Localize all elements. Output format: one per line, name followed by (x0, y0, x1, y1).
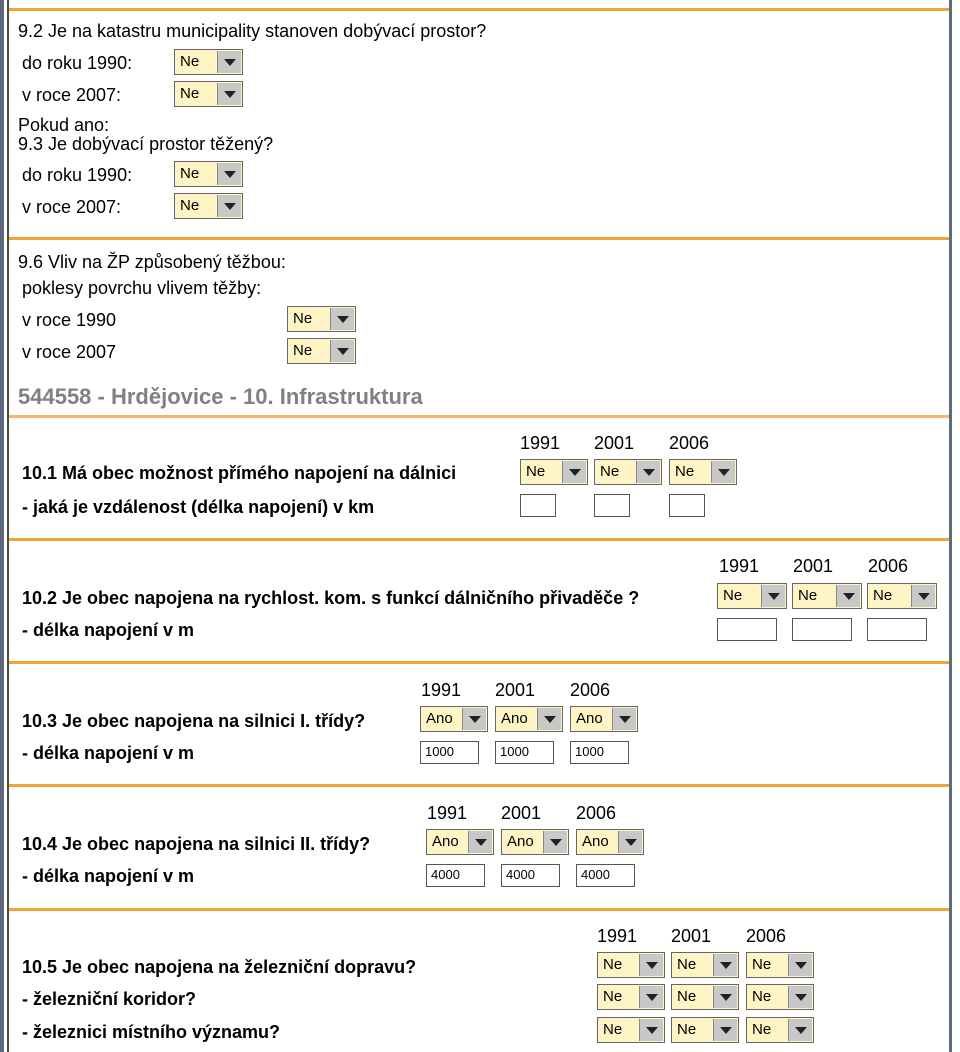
dropdown-arrow-icon[interactable] (639, 954, 663, 976)
dropdown-arrow-icon[interactable] (788, 986, 812, 1008)
q101-select-2001[interactable] (594, 459, 662, 485)
dropdown-arrow-icon[interactable] (330, 340, 354, 362)
select-value: Ne (293, 310, 313, 327)
q105-year-2006: 2006 (746, 926, 787, 946)
dropdown-arrow-icon[interactable] (713, 986, 737, 1008)
right-frame-border (949, 0, 952, 1052)
page-heading: 544558 - Hrdějovice - 10. Infrastruktura (18, 384, 423, 409)
q104-question: 10.4 Je obec napojena na silnici II. třídy? (22, 834, 371, 854)
q103-sub: - délka napojení v m (22, 743, 195, 763)
dropdown-arrow-icon[interactable] (713, 954, 737, 976)
select-value: Ne (603, 1021, 623, 1038)
q105-local-select-2006[interactable] (746, 1017, 814, 1043)
dropdown-arrow-icon[interactable] (639, 986, 663, 1008)
select-value: Ne (752, 1021, 772, 1038)
q103-input-2001[interactable]: 1000 (495, 741, 554, 764)
select-value: Ne (752, 988, 772, 1005)
dropdown-arrow-icon[interactable] (543, 831, 567, 853)
dropdown-arrow-icon[interactable] (468, 831, 492, 853)
q102-year-2006: 2006 (868, 556, 909, 576)
q104-select-2001[interactable] (501, 829, 569, 855)
q96-question: 9.6 Vliv na ŽP způsobený těžbou: (18, 252, 286, 272)
q92-select-1990[interactable] (174, 49, 243, 75)
q104-select-2006[interactable] (576, 829, 644, 855)
q102-input-2006[interactable] (867, 618, 927, 641)
select-value: Ne (293, 342, 313, 359)
q105-local-select-1991[interactable] (597, 1017, 665, 1043)
q92-select-2007[interactable] (174, 81, 243, 107)
dropdown-arrow-icon[interactable] (711, 461, 735, 483)
q102-select-1991[interactable] (717, 583, 787, 609)
q101-year-2001: 2001 (594, 433, 635, 453)
dropdown-arrow-icon[interactable] (639, 1019, 663, 1041)
q96-label-2007: v roce 2007 (22, 342, 117, 362)
dropdown-arrow-icon[interactable] (636, 461, 660, 483)
q92-label-1990: do roku 1990: (22, 53, 133, 73)
q105-local-label: - železnici místního významu? (22, 1022, 281, 1042)
select-value: Ne (798, 587, 818, 604)
section-separator (9, 908, 949, 911)
select-value: Ne (180, 53, 200, 70)
select-value: Ne (723, 587, 743, 604)
q105-corridor-label: - železniční koridor? (22, 989, 197, 1009)
q101-sub: - jaká je vzdálenost (délka napojení) v km (22, 497, 375, 517)
section-separator (9, 784, 949, 787)
dropdown-arrow-icon[interactable] (612, 708, 636, 730)
q101-input-2001[interactable] (594, 494, 630, 517)
dropdown-arrow-icon[interactable] (788, 1019, 812, 1041)
section-separator (9, 661, 949, 664)
q104-year-2006: 2006 (576, 803, 617, 823)
select-value: Ano (582, 833, 609, 850)
q92-label-2007: v roce 2007: (22, 85, 122, 105)
q101-select-2006[interactable] (669, 459, 737, 485)
q101-year-1991: 1991 (520, 433, 561, 453)
q96-sub: poklesy povrchu vlivem těžby: (22, 278, 262, 298)
q93-question: 9.3 Je dobývací prostor těžený? (18, 134, 274, 154)
q103-year-2006: 2006 (570, 680, 611, 700)
section-separator (9, 8, 949, 11)
q105-corridor-select-1991[interactable] (597, 984, 665, 1010)
q104-select-1991[interactable] (426, 829, 494, 855)
select-value: Ne (603, 988, 623, 1005)
q103-question: 10.3 Je obec napojena na silnici I. třídy? (22, 711, 366, 731)
q93-label-1990: do roku 1990: (22, 165, 133, 185)
select-value: Ne (675, 463, 695, 480)
q105-corridor-select-2006[interactable] (746, 984, 814, 1010)
q101-question: 10.1 Má obec možnost přímého napojení na dálnici (22, 463, 457, 483)
dropdown-arrow-icon[interactable] (562, 461, 586, 483)
q102-year-2001: 2001 (793, 556, 834, 576)
select-value: Ne (677, 1021, 697, 1038)
q102-question: 10.2 Je obec napojena na rychlost. kom. s funkcí dálničního přivaděče ? (22, 588, 640, 608)
dropdown-arrow-icon[interactable] (462, 708, 486, 730)
select-value: Ne (180, 85, 200, 102)
q101-input-1991[interactable] (520, 494, 556, 517)
q101-year-2006: 2006 (669, 433, 710, 453)
dropdown-arrow-icon[interactable] (217, 163, 241, 185)
dropdown-arrow-icon[interactable] (217, 83, 241, 105)
q101-input-2006[interactable] (669, 494, 705, 517)
select-value: Ne (677, 988, 697, 1005)
q104-year-2001: 2001 (501, 803, 542, 823)
left-frame-stripe (0, 0, 4, 1052)
q102-input-1991[interactable] (717, 618, 777, 641)
q103-select-2001[interactable] (495, 706, 563, 732)
q102-year-1991: 1991 (719, 556, 760, 576)
dropdown-arrow-icon[interactable] (761, 585, 785, 607)
q103-input-1991[interactable]: 1000 (420, 741, 479, 764)
q93-label-2007: v roce 2007: (22, 197, 122, 217)
select-value: Ne (603, 956, 623, 973)
q105-year-1991: 1991 (597, 926, 638, 946)
dropdown-arrow-icon[interactable] (911, 585, 935, 607)
q105-local-select-2001[interactable] (671, 1017, 739, 1043)
q105-corridor-select-2001[interactable] (671, 984, 739, 1010)
q105-select-2006[interactable] (746, 952, 814, 978)
q93-select-2007[interactable] (174, 193, 243, 219)
dropdown-arrow-icon[interactable] (836, 585, 860, 607)
q105-select-2001[interactable] (671, 952, 739, 978)
select-value: Ne (873, 587, 893, 604)
dropdown-arrow-icon[interactable] (330, 308, 354, 330)
select-value: Ne (752, 956, 772, 973)
section-separator (9, 415, 949, 418)
q102-select-2001[interactable] (792, 583, 862, 609)
q105-year-2001: 2001 (671, 926, 712, 946)
dropdown-arrow-icon[interactable] (713, 1019, 737, 1041)
select-value: Ne (677, 956, 697, 973)
q104-sub: - délka napojení v m (22, 866, 195, 886)
q101-select-1991[interactable] (520, 459, 588, 485)
section-separator (9, 237, 949, 240)
q96-select-1990[interactable] (287, 306, 356, 332)
select-value: Ano (501, 710, 528, 727)
dropdown-arrow-icon[interactable] (217, 195, 241, 217)
select-value: Ne (600, 463, 620, 480)
q104-input-2006[interactable]: 4000 (576, 864, 635, 887)
pokud-ano-label: Pokud ano: (18, 115, 110, 135)
section-separator (9, 538, 949, 541)
dropdown-arrow-icon[interactable] (537, 708, 561, 730)
select-value: Ne (180, 165, 200, 182)
dropdown-arrow-icon[interactable] (217, 51, 241, 73)
q102-select-2006[interactable] (867, 583, 937, 609)
dropdown-arrow-icon[interactable] (618, 831, 642, 853)
q103-select-1991[interactable] (420, 706, 488, 732)
q105-select-1991[interactable] (597, 952, 665, 978)
select-value: Ano (576, 710, 603, 727)
dropdown-arrow-icon[interactable] (788, 954, 812, 976)
select-value: Ano (507, 833, 534, 850)
q104-input-1991[interactable]: 4000 (426, 864, 485, 887)
q103-select-2006[interactable] (570, 706, 638, 732)
q102-input-2001[interactable] (792, 618, 852, 641)
q104-year-1991: 1991 (427, 803, 468, 823)
q103-input-2006[interactable]: 1000 (570, 741, 629, 764)
select-value: Ano (432, 833, 459, 850)
q105-question: 10.5 Je obec napojena na železniční dopravu? (22, 957, 417, 977)
q103-year-1991: 1991 (421, 680, 462, 700)
q102-sub: - délka napojení v m (22, 620, 195, 640)
select-value: Ne (526, 463, 546, 480)
q96-select-2007[interactable] (287, 338, 356, 364)
q92-question: 9.2 Je na katastru municipality stanoven dobývací prostor? (18, 21, 487, 41)
select-value: Ano (426, 710, 453, 727)
select-value: Ne (180, 197, 200, 214)
q93-select-1990[interactable] (174, 161, 243, 187)
q104-input-2001[interactable]: 4000 (501, 864, 560, 887)
q103-year-2001: 2001 (495, 680, 536, 700)
q96-label-1990: v roce 1990 (22, 310, 117, 330)
